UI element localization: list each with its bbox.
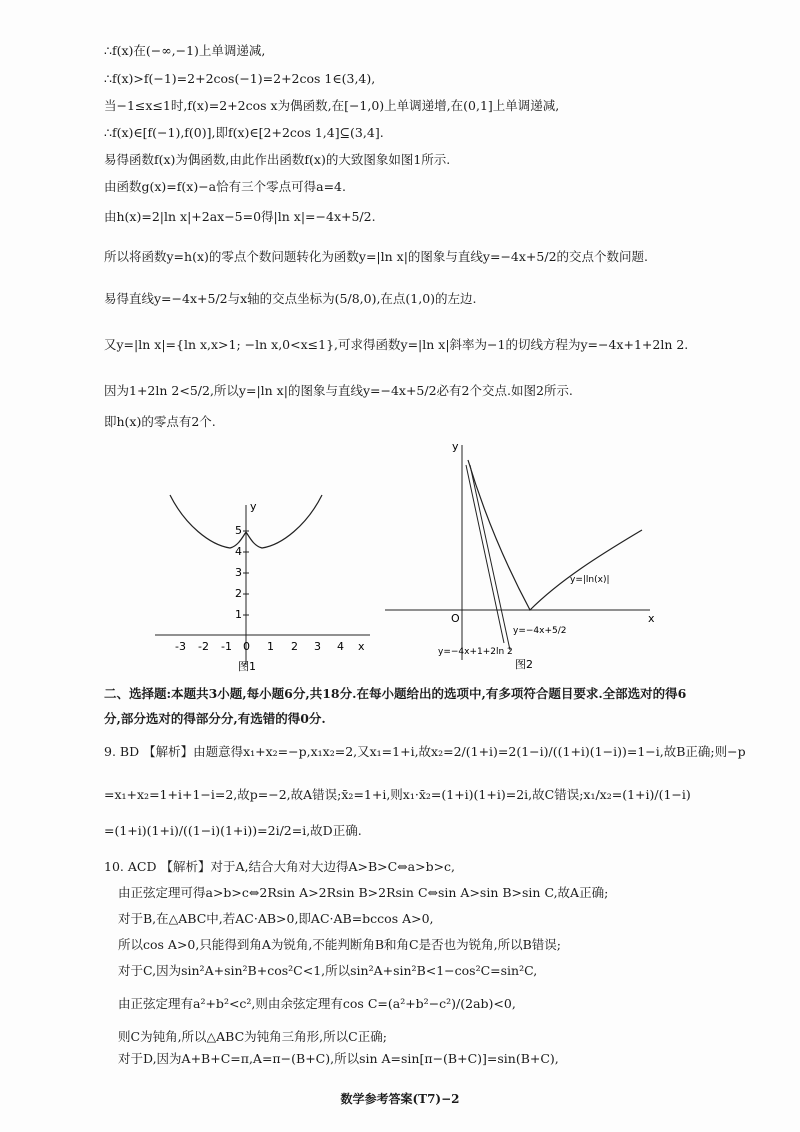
fig1-xtick: 4 — [337, 640, 344, 653]
text-line: ∴f(x)>f(−1)=2+2cos(−1)=2+2cos 1∈(3,4), — [104, 71, 376, 86]
q10-line: 则C为钝角,所以△ABC为钝角三角形,所以C正确; — [118, 1029, 387, 1044]
text-line: 易得直线y=−4x+5/2与x轴的交点坐标为(5/8,0),在点(1,0)的左边. — [104, 291, 477, 306]
text-line: 由h(x)=2|ln x|+2ax−5=0得|ln x|=−4x+5/2. — [104, 209, 376, 224]
text-line: 由函数g(x)=f(x)−a恰有三个零点可得a=4. — [104, 179, 346, 194]
fig1-ytick: 3 — [235, 566, 242, 579]
fig2-line2-label: y=−4x+1+2ln 2 — [438, 647, 513, 657]
figure-1 — [150, 490, 380, 675]
q9-line: 9. BD 【解析】由题意得x₁+x₂=−p,x₁x₂=2,又x₁=1+i,故x₂=2/(1+i)=2(1−i)/((1+i)(1−i))=1−i,故B正确;则−p — [104, 744, 746, 759]
q10-line: 由正弦定理有a²+b²<c²,则由余弦定理有cos C=(a²+b²−c²)/(2ab)<0, — [118, 996, 516, 1011]
q10-line: 对于C,因为sin²A+sin²B+cos²C<1,所以sin²A+sin²B<1−cos²C=sin²C, — [118, 963, 538, 978]
fig1-ytick: 5 — [235, 524, 242, 537]
section2-heading: 二、选择题:本题共3小题,每小题6分,共18分.在每小题给出的选项中,有多项符合题目要求.全部选对的得6 — [104, 686, 687, 701]
q10-line: 对于D,因为A+B+C=π,A=π−(B+C),所以sin A=sin[π−(B+C)]=sin(B+C), — [118, 1051, 559, 1066]
figure-2 — [380, 440, 665, 670]
fig1-ytick: 2 — [235, 587, 242, 600]
q9-line: =x₁+x₂=1+i+1−i=2,故p=−2,故A错误;x̄₂=1+i,则x₁·x̄₂=(1+i)(1+i)=2i,故C错误;x₁/x₂=(1+i)/(1−i) — [104, 787, 691, 802]
fig1-xtick: -2 — [198, 640, 209, 653]
text-line: ∴f(x)在(−∞,−1)上单调递减, — [104, 43, 266, 58]
q10-line: 由正弦定理可得a>b>c⇔2Rsin A>2Rsin B>2Rsin C⇔sin A>sin B>sin C,故A正确; — [118, 885, 609, 900]
text-line: 又y=|ln x|={ln x,x>1; −ln x,0<x≤1},可求得函数y=|ln x|斜率为−1的切线方程为y=−4x+1+2ln 2. — [104, 337, 689, 352]
fig1-ytick: 1 — [235, 608, 242, 621]
text-line: ∴f(x)∈[f(−1),f(0)],即f(x)∈[2+2cos 1,4]⊆(3,4]. — [104, 125, 384, 140]
fig2-y-axis-label: y — [452, 440, 459, 453]
text-line: 所以将函数y=h(x)的零点个数问题转化为函数y=|ln x|的图象与直线y=−4x+5/2的交点个数问题. — [104, 249, 648, 264]
fig1-xtick: -1 — [221, 640, 232, 653]
fig2-caption: 图2 — [515, 658, 533, 670]
page-footer: 数学参考答案(T7)−2 — [340, 1092, 460, 1106]
q10-line: 对于B,在△ABC中,若AC·AB>0,即AC·AB=bccos A>0, — [118, 911, 434, 926]
fig2-line1-label: y=−4x+5/2 — [513, 626, 567, 636]
fig1-ytick: 4 — [235, 545, 242, 558]
q10-line: 10. ACD 【解析】对于A,结合大角对大边得A>B>C⇔a>b>c, — [104, 859, 456, 874]
text-line: 易得函数f(x)为偶函数,由此作出函数f(x)的大致图象如图1所示. — [104, 152, 451, 167]
q9-line: =(1+i)(1+i)/((1−i)(1+i))=2i/2=i,故D正确. — [104, 823, 362, 838]
fig2-origin-label: O — [451, 612, 460, 625]
text-line: 因为1+2ln 2<5/2,所以y=|ln x|的图象与直线y=−4x+5/2必有2个交点.如图2所示. — [104, 383, 573, 398]
fig1-y-axis-label: y — [250, 500, 257, 513]
fig2-curve — [468, 460, 642, 610]
fig1-xtick: 1 — [267, 640, 274, 653]
text-line: 即h(x)的零点有2个. — [104, 414, 216, 429]
q10-line: 所以cos A>0,只能得到角A为锐角,不能判断角B和角C是否也为锐角,所以B错误; — [118, 937, 561, 952]
fig1-xtick: -3 — [175, 640, 186, 653]
fig1-caption: 图1 — [238, 660, 256, 673]
text-line: 当−1≤x≤1时,f(x)=2+2cos x为偶函数,在[−1,0)上单调递增,在(0,1]上单调递减, — [104, 98, 560, 113]
section2-heading-cont: 分,部分选对的得部分分,有选错的得0分. — [104, 711, 326, 726]
fig2-curve-label: y=|ln(x)| — [570, 575, 610, 585]
fig2-x-axis-label: x — [648, 612, 655, 625]
fig1-xtick: 2 — [291, 640, 298, 653]
fig1-x-axis-label: x — [358, 640, 365, 653]
fig2-line1 — [466, 465, 504, 643]
fig1-xtick: 3 — [314, 640, 321, 653]
fig1-xtick: 0 — [243, 640, 250, 653]
